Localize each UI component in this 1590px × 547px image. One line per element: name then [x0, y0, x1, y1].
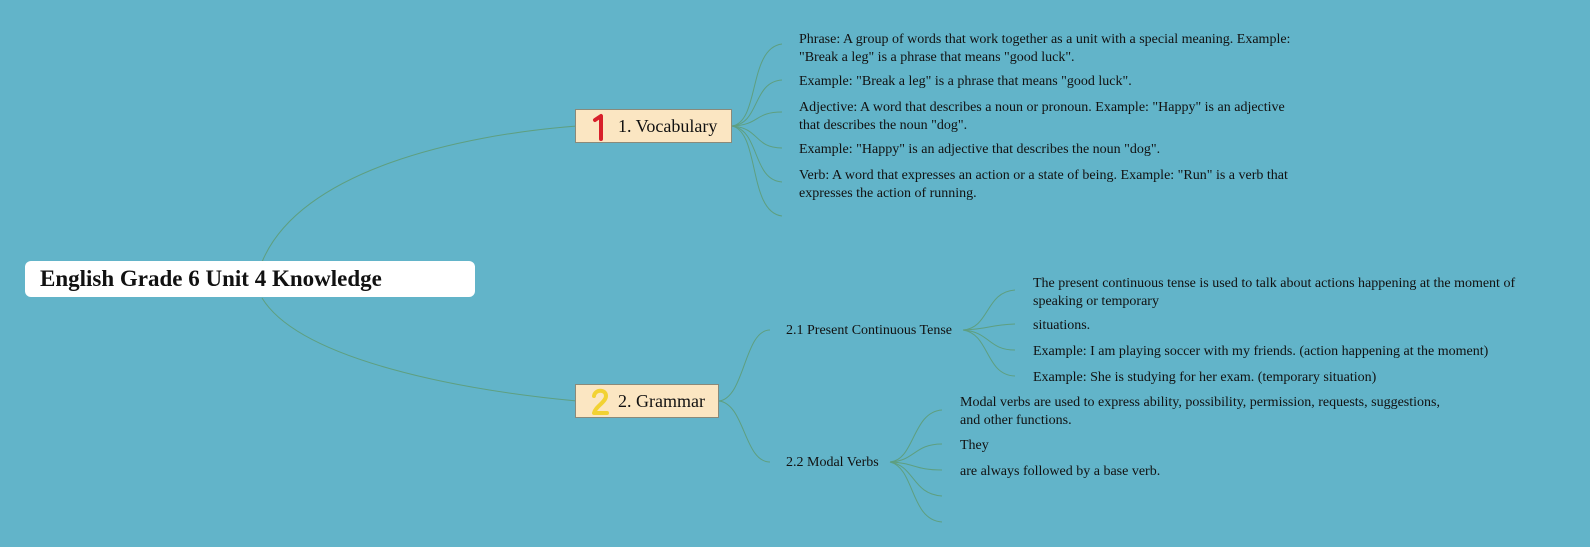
- present-continuous-item-example-1[interactable]: Example: I am playing soccer with my friends. (action happening at the moment): [1033, 344, 1489, 359]
- vocab-item-verb[interactable]: Verb: A word that expresses an action or a state of being. Example: "Run" is a verb that expresses the action of running.: [799, 168, 1288, 201]
- topic-vocabulary[interactable]: [575, 109, 732, 143]
- topic-grammar-label: 2. Grammar: [618, 391, 705, 411]
- vocab-item-phrase-example[interactable]: Example: "Break a leg" is a phrase that means "good luck".: [799, 74, 1132, 89]
- topic-grammar[interactable]: [575, 384, 719, 418]
- modal-verbs-item-definition[interactable]: Modal verbs are used to express ability, possibility, permission, requests, suggestions, and other functions.: [960, 395, 1440, 428]
- subtopic-present-continuous[interactable]: 2.1 Present Continuous Tense: [786, 323, 952, 338]
- connector-grammar-modal: [719, 401, 770, 462]
- present-continuous-item-definition[interactable]: The present continuous tense is used to talk about actions happening at the moment of speaking or temporary: [1033, 276, 1516, 309]
- connector-grammar-present: [719, 330, 770, 401]
- root-title: English Grade 6 Unit 4 Knowledge: [40, 266, 382, 291]
- connector-root-vocabulary: [262, 126, 577, 262]
- present-continuous-item-example-2[interactable]: Example: She is studying for her exam. (temporary situation): [1033, 370, 1377, 385]
- vocab-item-adjective-example[interactable]: Example: "Happy" is an adjective that describes the noun "dog".: [799, 142, 1161, 157]
- number-2-marker-icon: [590, 387, 610, 417]
- vocab-item-adjective[interactable]: Adjective: A word that describes a noun or pronoun. Example: "Happy" is an adjective that describes the noun "dog".: [799, 100, 1285, 133]
- modal-verbs-item-they[interactable]: They: [960, 438, 989, 453]
- connector-root-grammar: [262, 298, 577, 401]
- subtopic-modal-verbs[interactable]: 2.2 Modal Verbs: [786, 455, 879, 470]
- root-topic[interactable]: [25, 261, 475, 297]
- present-continuous-item-situations[interactable]: situations.: [1033, 318, 1091, 333]
- topic-vocabulary-label: 1. Vocabulary: [618, 116, 718, 136]
- number-1-marker-icon: [590, 112, 610, 142]
- modal-verbs-item-base-verb[interactable]: are always followed by a base verb.: [960, 464, 1161, 479]
- connector-vocab-1: [732, 44, 782, 126]
- vocab-item-phrase[interactable]: Phrase: A group of words that work together as a unit with a special meaning. Example: "Break a leg" is a phrase that means "good luck".: [799, 32, 1291, 65]
